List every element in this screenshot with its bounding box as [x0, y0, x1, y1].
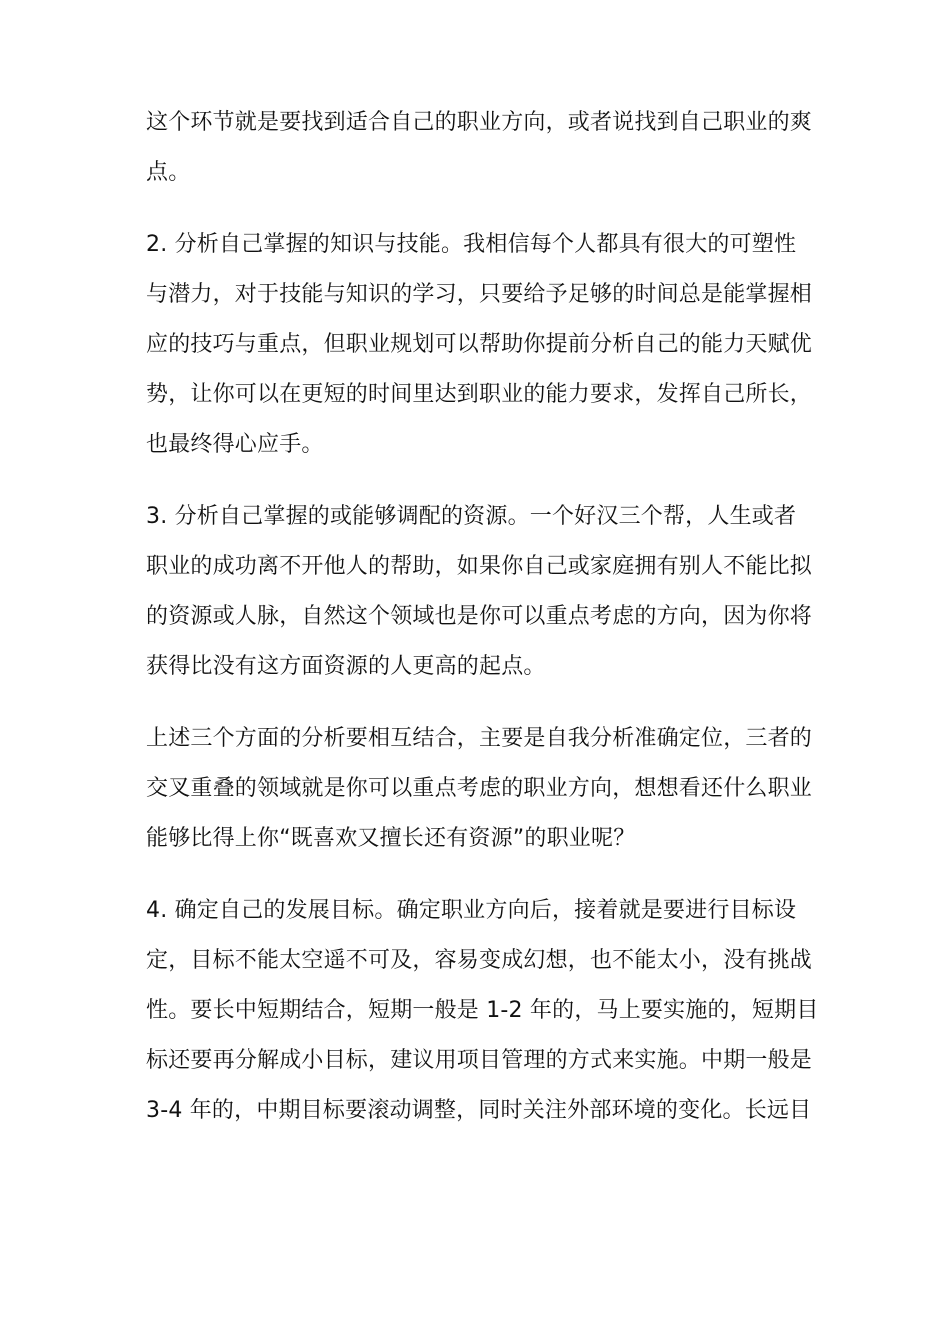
text-line: 职业的成功离不开他人的帮助，如果你自己或家庭拥有别人不能比拟: [146, 554, 813, 579]
text-line: 也最终得心应手。: [146, 432, 324, 457]
text-line: 4. 确定自己的发展目标。确定职业方向后，接着就是要进行目标设: [146, 898, 797, 923]
text-line: 能够比得上你“既喜欢又擅长还有资源”的职业呢？: [146, 826, 636, 851]
text-line: 2. 分析自己掌握的知识与技能。我相信每个人都具有很大的可塑性: [146, 232, 797, 257]
text-line: 交叉重叠的领域就是你可以重点考虑的职业方向，想想看还什么职业: [146, 776, 813, 801]
text-line: 3. 分析自己掌握的或能够调配的资源。一个好汉三个帮，人生或者: [146, 504, 797, 529]
text-line: 获得比没有这方面资源的人更高的起点。: [146, 654, 546, 679]
text-line: 上述三个方面的分析要相互结合，主要是自我分析准确定位，三者的: [146, 726, 813, 751]
text-line: 这个环节就是要找到适合自己的职业方向，或者说找到自己职业的爽: [146, 110, 813, 135]
text-line: 应的技巧与重点，但职业规划可以帮助你提前分析自己的能力天赋优: [146, 332, 813, 357]
text-line: 的资源或人脉，自然这个领域也是你可以重点考虑的方向，因为你将: [146, 604, 813, 629]
text-line: 与潜力，对于技能与知识的学习，只要给予足够的时间总是能掌握相: [146, 282, 813, 307]
text-line: 点。: [146, 160, 191, 185]
text-line: 性。要长中短期结合，短期一般是 1-2 年的，马上要实施的，短期目: [146, 998, 819, 1023]
text-line: 定，目标不能太空遥不可及，容易变成幻想，也不能太小，没有挑战: [146, 948, 813, 973]
text-line: 3-4 年的，中期目标要滚动调整，同时关注外部环境的变化。长远目: [146, 1098, 812, 1123]
text-line: 势，让你可以在更短的时间里达到职业的能力要求，发挥自己所长，: [146, 382, 813, 407]
text-line: 标还要再分解成小目标，建议用项目管理的方式来实施。中期一般是: [146, 1048, 813, 1073]
